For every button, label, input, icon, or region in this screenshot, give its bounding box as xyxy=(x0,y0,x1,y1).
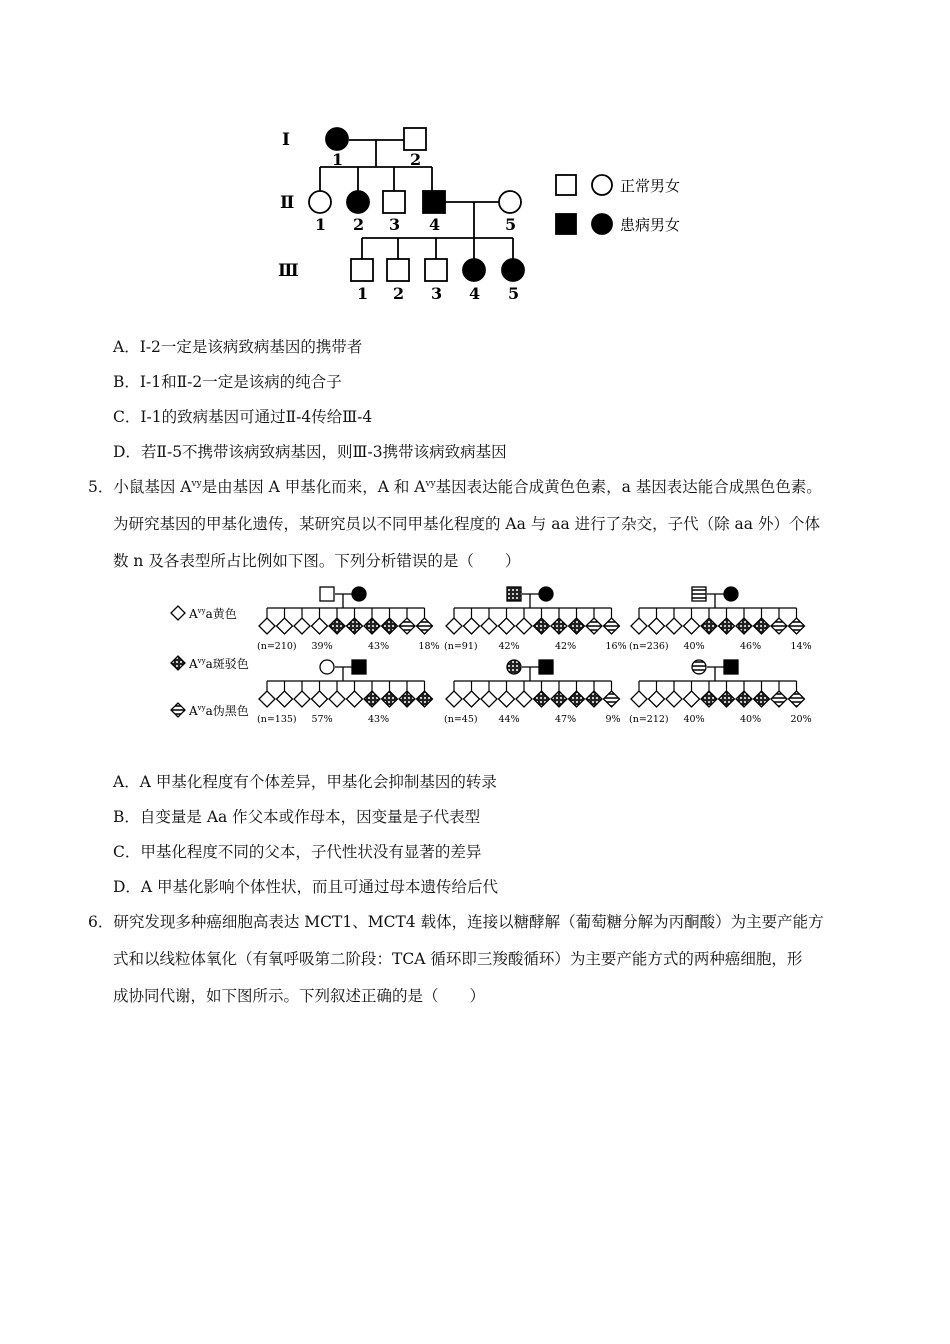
q5-number: 5． xyxy=(88,478,114,496)
pedigree-II-5-normal-female xyxy=(499,191,521,213)
pedigree-III-1-normal-male xyxy=(351,259,373,281)
offspring-diamond xyxy=(417,618,433,634)
pedigree-II-4-affected-male xyxy=(423,191,445,213)
yellow-percent-label: 57% xyxy=(311,714,333,725)
cross-panel xyxy=(257,660,433,725)
offspring-diamond xyxy=(604,691,620,707)
offspring-diamond xyxy=(347,618,363,634)
pedigree-chart xyxy=(270,115,710,310)
individual-number: 5 xyxy=(508,284,520,303)
offspring-diamond xyxy=(586,691,602,707)
parent-male-aa xyxy=(539,660,553,674)
q5-superscript: vy xyxy=(191,478,202,489)
parent-female-Aa xyxy=(320,660,334,674)
parent-male-aa xyxy=(724,660,738,674)
pedigree-III-5-affected-female xyxy=(502,259,524,281)
offspring-diamond xyxy=(259,691,275,707)
cross-panel xyxy=(444,587,627,652)
pseudoblack-percent-label: 14% xyxy=(790,641,812,652)
q5-stem-line-2: 为研究基因的甲基化遗传，某研究员以不同甲基化程度的 Aa 与 aa 进行了杂交，子代（除 aa 外）个体 xyxy=(113,515,820,533)
q6-stem-line-1 xyxy=(88,912,824,932)
yellow-percent-label: 44% xyxy=(498,714,520,725)
parent-male-Aa xyxy=(507,587,521,601)
mottled-percent-label: 40% xyxy=(740,714,762,725)
q5-stem-line-3: 数 n 及各表型所占比例如下图。下列分析错误的是（ ） xyxy=(113,552,521,570)
legend-pseudoblack-diamond-icon xyxy=(171,703,185,717)
q4-option-b: B．Ⅰ-1和Ⅱ-2一定是该病的纯合子 xyxy=(113,373,342,391)
offspring-diamond xyxy=(551,691,567,707)
parent-female-aa xyxy=(724,587,738,601)
offspring-diamond xyxy=(534,618,550,634)
parent-male-Aa xyxy=(320,587,334,601)
individual-number: 3 xyxy=(389,215,401,234)
offspring-diamond xyxy=(666,691,682,707)
cross-panel xyxy=(629,587,812,652)
individual-number: 1 xyxy=(315,215,327,234)
offspring-diamond xyxy=(631,618,647,634)
offspring-diamond xyxy=(666,618,682,634)
pedigree-II-2-affected-female xyxy=(347,191,369,213)
offspring-diamond xyxy=(399,691,415,707)
offspring-diamond xyxy=(481,618,497,634)
offspring-count-label: (n=212) xyxy=(629,714,669,725)
offspring-diamond xyxy=(329,618,345,634)
legend-affected-label: 患病男女 xyxy=(620,216,681,234)
parent-female-aa xyxy=(539,587,553,601)
legend-affected-female-icon xyxy=(592,214,612,234)
pseudoblack-percent-label: 18% xyxy=(418,641,440,652)
offspring-diamond xyxy=(551,618,567,634)
offspring-diamond xyxy=(312,618,328,634)
q5-text: 小鼠基因 A xyxy=(113,478,192,496)
q4-option-c: C．Ⅰ-1的致病基因可通过Ⅱ-4传给Ⅲ-4 xyxy=(113,408,373,426)
legend-yellow-diamond-icon xyxy=(171,606,185,620)
q5-text: 是由基因 A 甲基化而来，A 和 A xyxy=(201,478,426,496)
offspring-diamond xyxy=(771,618,787,634)
legend-affected-male-icon xyxy=(556,214,576,234)
offspring-diamond xyxy=(701,691,717,707)
legend-normal-female-icon xyxy=(592,175,612,195)
parent-female-Aa xyxy=(507,660,521,674)
offspring-diamond xyxy=(499,618,515,634)
legend-yellow-label: $A^{vy}a$黄色 xyxy=(189,607,237,621)
individual-number: 2 xyxy=(353,215,365,234)
figure-legend xyxy=(171,606,249,718)
individual-number: 4 xyxy=(469,284,481,303)
q4-option-a: A．Ⅰ-2一定是该病致病基因的携带者 xyxy=(113,338,363,356)
offspring-diamond xyxy=(719,691,735,707)
offspring-diamond xyxy=(516,691,532,707)
offspring-diamond xyxy=(631,691,647,707)
offspring-diamond xyxy=(684,691,700,707)
cross-panel xyxy=(257,587,440,652)
yellow-percent-label: 39% xyxy=(311,641,333,652)
offspring-diamond xyxy=(649,691,665,707)
individual-number: 5 xyxy=(505,215,517,234)
individual-number: 4 xyxy=(429,215,441,234)
q5-text: 基因表达能合成黄色色素，a 基因表达能合成黑色色素。 xyxy=(435,478,822,496)
individual-number: 3 xyxy=(431,284,443,303)
offspring-diamond xyxy=(446,618,462,634)
pedigree-III-2-normal-male xyxy=(387,259,409,281)
offspring-count-label: (n=236) xyxy=(629,641,669,652)
mottled-percent-label: 46% xyxy=(740,641,762,652)
offspring-diamond xyxy=(294,618,310,634)
offspring-diamond xyxy=(701,618,717,634)
offspring-diamond xyxy=(481,691,497,707)
mottled-percent-label: 43% xyxy=(368,714,390,725)
offspring-diamond xyxy=(399,618,415,634)
offspring-diamond xyxy=(736,618,752,634)
offspring-diamond xyxy=(417,691,433,707)
individual-number: 2 xyxy=(393,284,405,303)
offspring-diamond xyxy=(604,618,620,634)
generation-label-II: Ⅱ xyxy=(280,193,295,213)
q5-stem-line-1 xyxy=(88,477,822,497)
yellow-percent-label: 40% xyxy=(683,641,705,652)
q5-option-b: B．自变量是 Aa 作父本或作母本，因变量是子代表型 xyxy=(113,808,481,826)
parent-female-Aa xyxy=(692,660,706,674)
parent-male-aa xyxy=(352,660,366,674)
offspring-count-label: (n=135) xyxy=(257,714,297,725)
pseudoblack-percent-label: 16% xyxy=(605,641,627,652)
offspring-diamond xyxy=(569,618,585,634)
mottled-percent-label: 47% xyxy=(555,714,577,725)
offspring-diamond xyxy=(329,691,345,707)
offspring-count-label: (n=45) xyxy=(444,714,478,725)
q5-option-c: C．甲基化程度不同的父本，子代性状没有显著的差异 xyxy=(113,843,482,861)
offspring-diamond xyxy=(364,618,380,634)
offspring-diamond xyxy=(569,691,585,707)
offspring-diamond xyxy=(684,618,700,634)
cross-panel xyxy=(629,660,812,725)
parent-male-Aa xyxy=(692,587,706,601)
q5-option-d: D．A 甲基化影响个体性状，而且可通过母本遗传给后代 xyxy=(113,878,499,896)
pedigree-I-2-normal-male xyxy=(404,128,426,150)
offspring-diamond xyxy=(312,691,328,707)
mottled-percent-label: 42% xyxy=(555,641,577,652)
pedigree-III-4-affected-female xyxy=(463,259,485,281)
offspring-diamond xyxy=(259,618,275,634)
offspring-diamond xyxy=(277,691,293,707)
mottled-percent-label: 43% xyxy=(368,641,390,652)
individual-number: 2 xyxy=(410,150,422,169)
generation-label-III: Ⅲ xyxy=(278,261,299,281)
pedigree-I-1-affected-female xyxy=(326,128,348,150)
offspring-diamond xyxy=(586,618,602,634)
offspring-diamond xyxy=(719,618,735,634)
offspring-diamond xyxy=(294,691,310,707)
legend-normal-male-icon xyxy=(556,175,576,195)
q6-text: 研究发现多种癌细胞高表达 MCT1、MCT4 载体，连接以糖酵解（葡萄糖分解为丙酮酸）为主要产能方 xyxy=(113,913,824,931)
individual-number: 1 xyxy=(332,150,344,169)
offspring-diamond xyxy=(534,691,550,707)
q6-stem-line-2: 式和以线粒体氧化（有氧呼吸第二阶段：TCA 循环即三羧酸循环）为主要产能方式的两种癌细胞，形 xyxy=(113,950,803,968)
offspring-diamond xyxy=(347,691,363,707)
q6-number: 6． xyxy=(88,913,114,931)
yellow-percent-label: 42% xyxy=(498,641,520,652)
parent-female-aa xyxy=(352,587,366,601)
offspring-diamond xyxy=(382,691,398,707)
q5-superscript: vy xyxy=(425,478,436,489)
offspring-diamond xyxy=(446,691,462,707)
offspring-count-label: (n=210) xyxy=(257,641,297,652)
offspring-diamond xyxy=(277,618,293,634)
offspring-diamond xyxy=(516,618,532,634)
cross-panel xyxy=(444,660,621,725)
pseudoblack-percent-label: 20% xyxy=(790,714,812,725)
offspring-diamond xyxy=(754,691,770,707)
legend-pseudoblack-label: $A^{vy}a$伪黑色 xyxy=(189,704,249,718)
q5-option-a: A．A 甲基化程度有个体差异，甲基化会抑制基因的转录 xyxy=(113,773,497,791)
offspring-diamond xyxy=(789,691,805,707)
offspring-diamond xyxy=(364,691,380,707)
methylation-cross-figure xyxy=(155,580,815,735)
pseudoblack-percent-label: 9% xyxy=(605,714,621,725)
pedigree-III-3-normal-male xyxy=(425,259,447,281)
yellow-percent-label: 40% xyxy=(683,714,705,725)
legend-normal-label: 正常男女 xyxy=(620,177,681,195)
pedigree-II-3-normal-male xyxy=(383,191,405,213)
offspring-diamond xyxy=(771,691,787,707)
generation-label-I: Ⅰ xyxy=(282,130,290,150)
q6-stem-line-3: 成协同代谢，如下图所示。下列叙述正确的是（ ） xyxy=(113,987,486,1005)
pedigree-II-1-normal-female xyxy=(309,191,331,213)
offspring-diamond xyxy=(736,691,752,707)
individual-number: 1 xyxy=(357,284,369,303)
legend-mottled-diamond-icon xyxy=(171,656,185,670)
offspring-diamond xyxy=(382,618,398,634)
legend-mottled-label: $A^{vy}a$斑驳色 xyxy=(189,657,249,671)
offspring-diamond xyxy=(649,618,665,634)
offspring-diamond xyxy=(754,618,770,634)
offspring-count-label: (n=91) xyxy=(444,641,478,652)
offspring-diamond xyxy=(499,691,515,707)
q4-option-d: D．若Ⅱ-5不携带该病致病基因，则Ⅲ-3携带该病致病基因 xyxy=(113,443,507,461)
offspring-diamond xyxy=(789,618,805,634)
offspring-diamond xyxy=(464,691,480,707)
offspring-diamond xyxy=(464,618,480,634)
